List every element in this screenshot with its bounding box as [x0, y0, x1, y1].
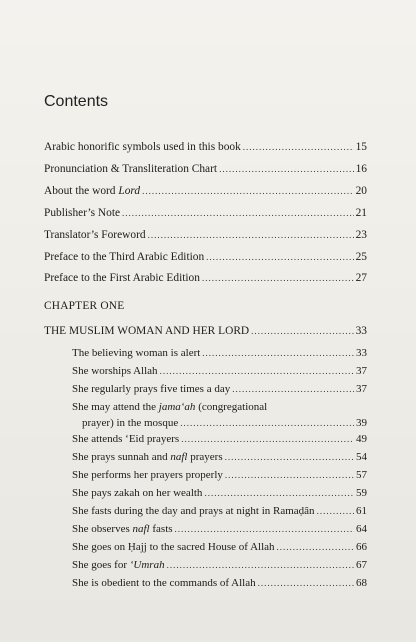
section-label	[72, 557, 165, 573]
toc-entry-label: Pronunciation & Transliteration Chart	[44, 163, 218, 175]
section-label-italic: jama‘ah	[158, 401, 196, 413]
chapter-title-entry	[44, 323, 367, 339]
toc-entry	[44, 249, 367, 265]
section-page: 33	[356, 347, 367, 359]
section-entry	[72, 467, 367, 483]
section-page: 67	[356, 559, 367, 571]
section-entry	[72, 345, 367, 361]
leader-dots	[160, 363, 354, 379]
section-label: She pays zakah on her wealth	[72, 487, 203, 499]
leader-dots	[204, 485, 354, 501]
section-label: She is obedient to the commands of Allah	[72, 577, 256, 589]
section-label: She attends ‘Eid prayers	[72, 433, 180, 445]
leader-dots	[251, 323, 353, 339]
toc-entry-page: 21	[355, 207, 367, 219]
section-label-text: She may attend the	[72, 401, 159, 413]
section-label-italic: ‘Umrah	[129, 559, 165, 571]
section-entry	[72, 557, 367, 573]
toc-entry	[44, 183, 367, 199]
chapter-title: THE MUSLIM WOMAN AND HER LORD	[44, 325, 250, 337]
section-entry	[72, 363, 367, 379]
section-page: 59	[356, 487, 367, 499]
leader-dots	[122, 205, 354, 221]
toc-entry-page: 15	[355, 141, 367, 153]
chapter-number: CHAPTER ONE	[44, 300, 125, 312]
toc-entry-label: Preface to the Third Arabic Edition	[44, 251, 205, 263]
toc-entry	[44, 161, 367, 177]
section-page: 37	[356, 365, 367, 377]
toc-entry-page: 16	[355, 163, 367, 175]
leader-dots	[202, 345, 354, 361]
toc-entry-label-italic: Lord	[118, 185, 141, 197]
leader-dots	[277, 539, 354, 555]
section-label: She regularly prays five times a day	[72, 383, 231, 395]
section-page: 61	[356, 505, 367, 517]
leader-dots	[180, 415, 354, 431]
section-page: 64	[356, 523, 367, 535]
toc-entry-page: 20	[355, 185, 367, 197]
chapter-page: 33	[355, 325, 367, 337]
leader-dots	[232, 381, 354, 397]
toc-entry-label: Translator’s Foreword	[44, 229, 146, 241]
contents-heading: Contents	[44, 93, 109, 110]
toc-entry-label	[44, 183, 140, 199]
section-label-continued: prayer) in the mosque	[82, 417, 179, 429]
section-label: The believing woman is alert	[72, 347, 201, 359]
section-entry	[72, 521, 367, 537]
leader-dots	[317, 503, 354, 519]
leader-dots	[142, 183, 354, 199]
leader-dots	[225, 467, 354, 483]
section-page: 57	[356, 469, 367, 481]
toc-entry-label: Arabic honorific symbols used in this book	[44, 141, 241, 153]
section-label-line1	[72, 399, 367, 415]
section-label-text: She observes	[72, 523, 133, 535]
section-label: She goes on Ḥajj to the sacred House of Allah	[72, 541, 275, 553]
section-entry	[72, 431, 367, 447]
toc-entry	[44, 270, 367, 286]
section-label-line2	[72, 415, 367, 431]
toc-entry	[44, 205, 367, 221]
section-entry	[72, 449, 367, 465]
section-entry	[72, 399, 367, 431]
section-label-italic: nafl	[132, 523, 150, 535]
section-page: 54	[356, 451, 367, 463]
section-label: She performs her prayers properly	[72, 469, 223, 481]
section-label	[72, 449, 223, 465]
section-entry	[72, 503, 367, 519]
leader-dots	[206, 249, 353, 265]
section-label-text: She goes for	[72, 559, 130, 571]
section-entry	[72, 539, 367, 555]
leader-dots	[148, 227, 354, 243]
section-entry	[72, 381, 367, 397]
section-page: 37	[356, 383, 367, 395]
section-entry	[72, 485, 367, 501]
toc-entry-label: Publisher’s Note	[44, 207, 121, 219]
leader-dots	[219, 161, 354, 177]
section-label-text: prayers	[187, 451, 223, 463]
section-page: 39	[356, 417, 367, 429]
toc-entry-label-text: About the word	[44, 185, 119, 197]
section-label: She fasts during the day and prays at night in Ramaḍân	[72, 505, 315, 517]
section-label: She worships Allah	[72, 365, 158, 377]
section-page: 68	[356, 577, 367, 589]
section-label-text: fasts	[149, 523, 173, 535]
leader-dots	[225, 449, 354, 465]
toc-entry-page: 25	[355, 251, 367, 263]
toc-entry-page: 27	[355, 272, 367, 284]
toc-entry-page: 23	[355, 229, 367, 241]
section-entry	[72, 575, 367, 591]
section-page: 66	[356, 541, 367, 553]
toc-entry	[44, 139, 367, 155]
toc-entry-label: Preface to the First Arabic Edition	[44, 272, 200, 284]
leader-dots	[175, 521, 354, 537]
leader-dots	[181, 431, 354, 447]
leader-dots	[202, 270, 354, 286]
toc-entry	[44, 227, 367, 243]
leader-dots	[167, 557, 354, 573]
section-label-text: She prays sunnah and	[72, 451, 171, 463]
section-label-italic: nafl	[170, 451, 188, 463]
section-label-text: (congregational	[195, 401, 268, 413]
leader-dots	[258, 575, 354, 591]
leader-dots	[243, 139, 354, 155]
section-label	[72, 521, 173, 537]
section-page: 49	[356, 433, 367, 445]
